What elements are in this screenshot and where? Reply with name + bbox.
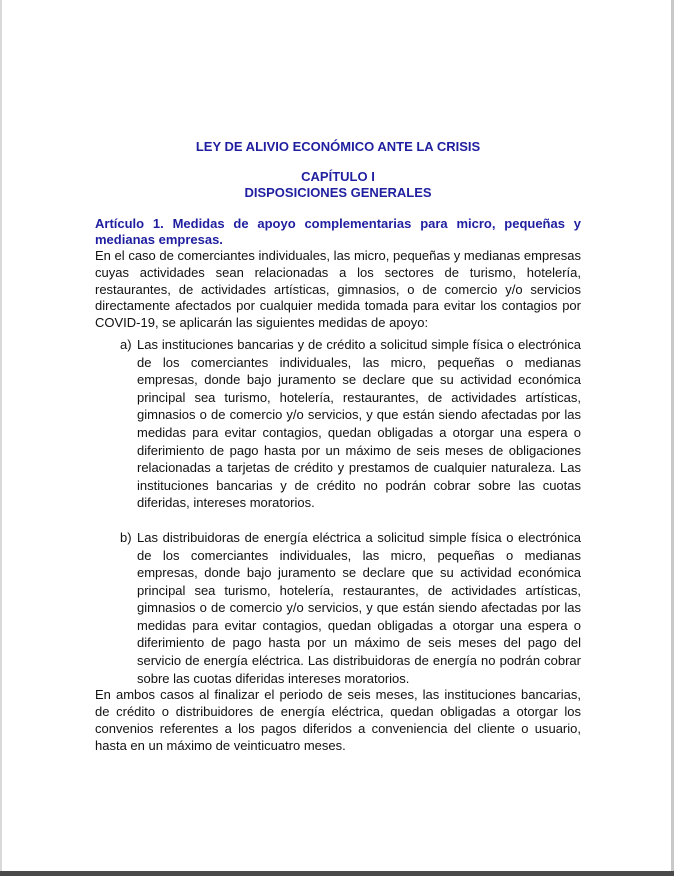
article-title: Artículo 1. Medidas de apoyo complementarias para micro, pequeñas y medianas empresas. — [95, 216, 581, 247]
law-title: LEY DE ALIVIO ECONÓMICO ANTE LA CRISIS — [195, 139, 481, 154]
document-page — [95, 139, 581, 754]
list-item — [120, 336, 581, 512]
intro-paragraph: En el caso de comerciantes individuales, las micro, pequeñas y medianas empresas cuyas actividades sean relacionadas a los sectores de turismo, hotelería, restaurantes, de actividades artísticas, gimnasios, o de comercio y/o servicios directamente afectados por cualquier medida tomada para evitar los contagios por COVID-19, se aplicarán las siguientes medidas de apoyo: — [95, 248, 581, 331]
chapter-title: CAPÍTULO I — [301, 169, 375, 184]
list-item-marker: b) — [120, 529, 132, 545]
closing-paragraph: En ambos casos al finalizar el periodo de seis meses, las instituciones bancarias, de crédito o distribuidores de energía eléctrica, quedan obligadas a otorgar los convenios referentes a los pagos diferidos a conveniencia del cliente o usuario, hasta en un máximo de veinticuatro meses. — [95, 687, 581, 753]
list-item-marker: a) — [120, 336, 132, 352]
list-item — [120, 529, 581, 687]
section-title: DISPOSICIONES GENERALES — [244, 185, 432, 200]
page-left-edge — [0, 0, 2, 876]
list-item-text: Las instituciones bancarias y de crédito a solicitud simple física o electrónica de los comerciantes individuales, las micro, pequeñas o medianas empresas, donde bajo juramento se declare que su actividad económica principal sea turismo, hotelería, restaurantes, de actividades artísticas, gimnasios o de comercio y/o servicios, y que están siendo afectadas por las medidas para evitar contagios, quedan obligadas a otorgar una espera o diferimiento de pago hasta por un máximo de seis meses de obligaciones relacionadas a tarjetas de crédito y prestamos de cualquier naturaleza. Las instituciones bancarias y de crédito no podrán cobrar sobre las cuotas diferidas, intereses moratorios. — [137, 336, 581, 511]
measures-list — [95, 336, 581, 687]
viewer-bottom-bar — [0, 871, 674, 876]
list-item-text: Las distribuidoras de energía eléctrica a solicitud simple física o electrónica de los comerciantes individuales, las micro, pequeñas o medianas empresas, donde bajo juramento se declare que su actividad económica principal sea turismo, hotelería, restaurantes, de actividades artísticas, gimnasios o de comercio y/o servicios, y que están siendo afectadas por las medidas para evitar contagios, quedan obligadas a otorgar una espera o diferimiento de pago hasta por un máximo de seis meses del pago del servicio de energía eléctrica. Las distribuidoras de energía no podrán cobrar sobre las cuotas diferidas intereses moratorios. — [137, 529, 581, 686]
